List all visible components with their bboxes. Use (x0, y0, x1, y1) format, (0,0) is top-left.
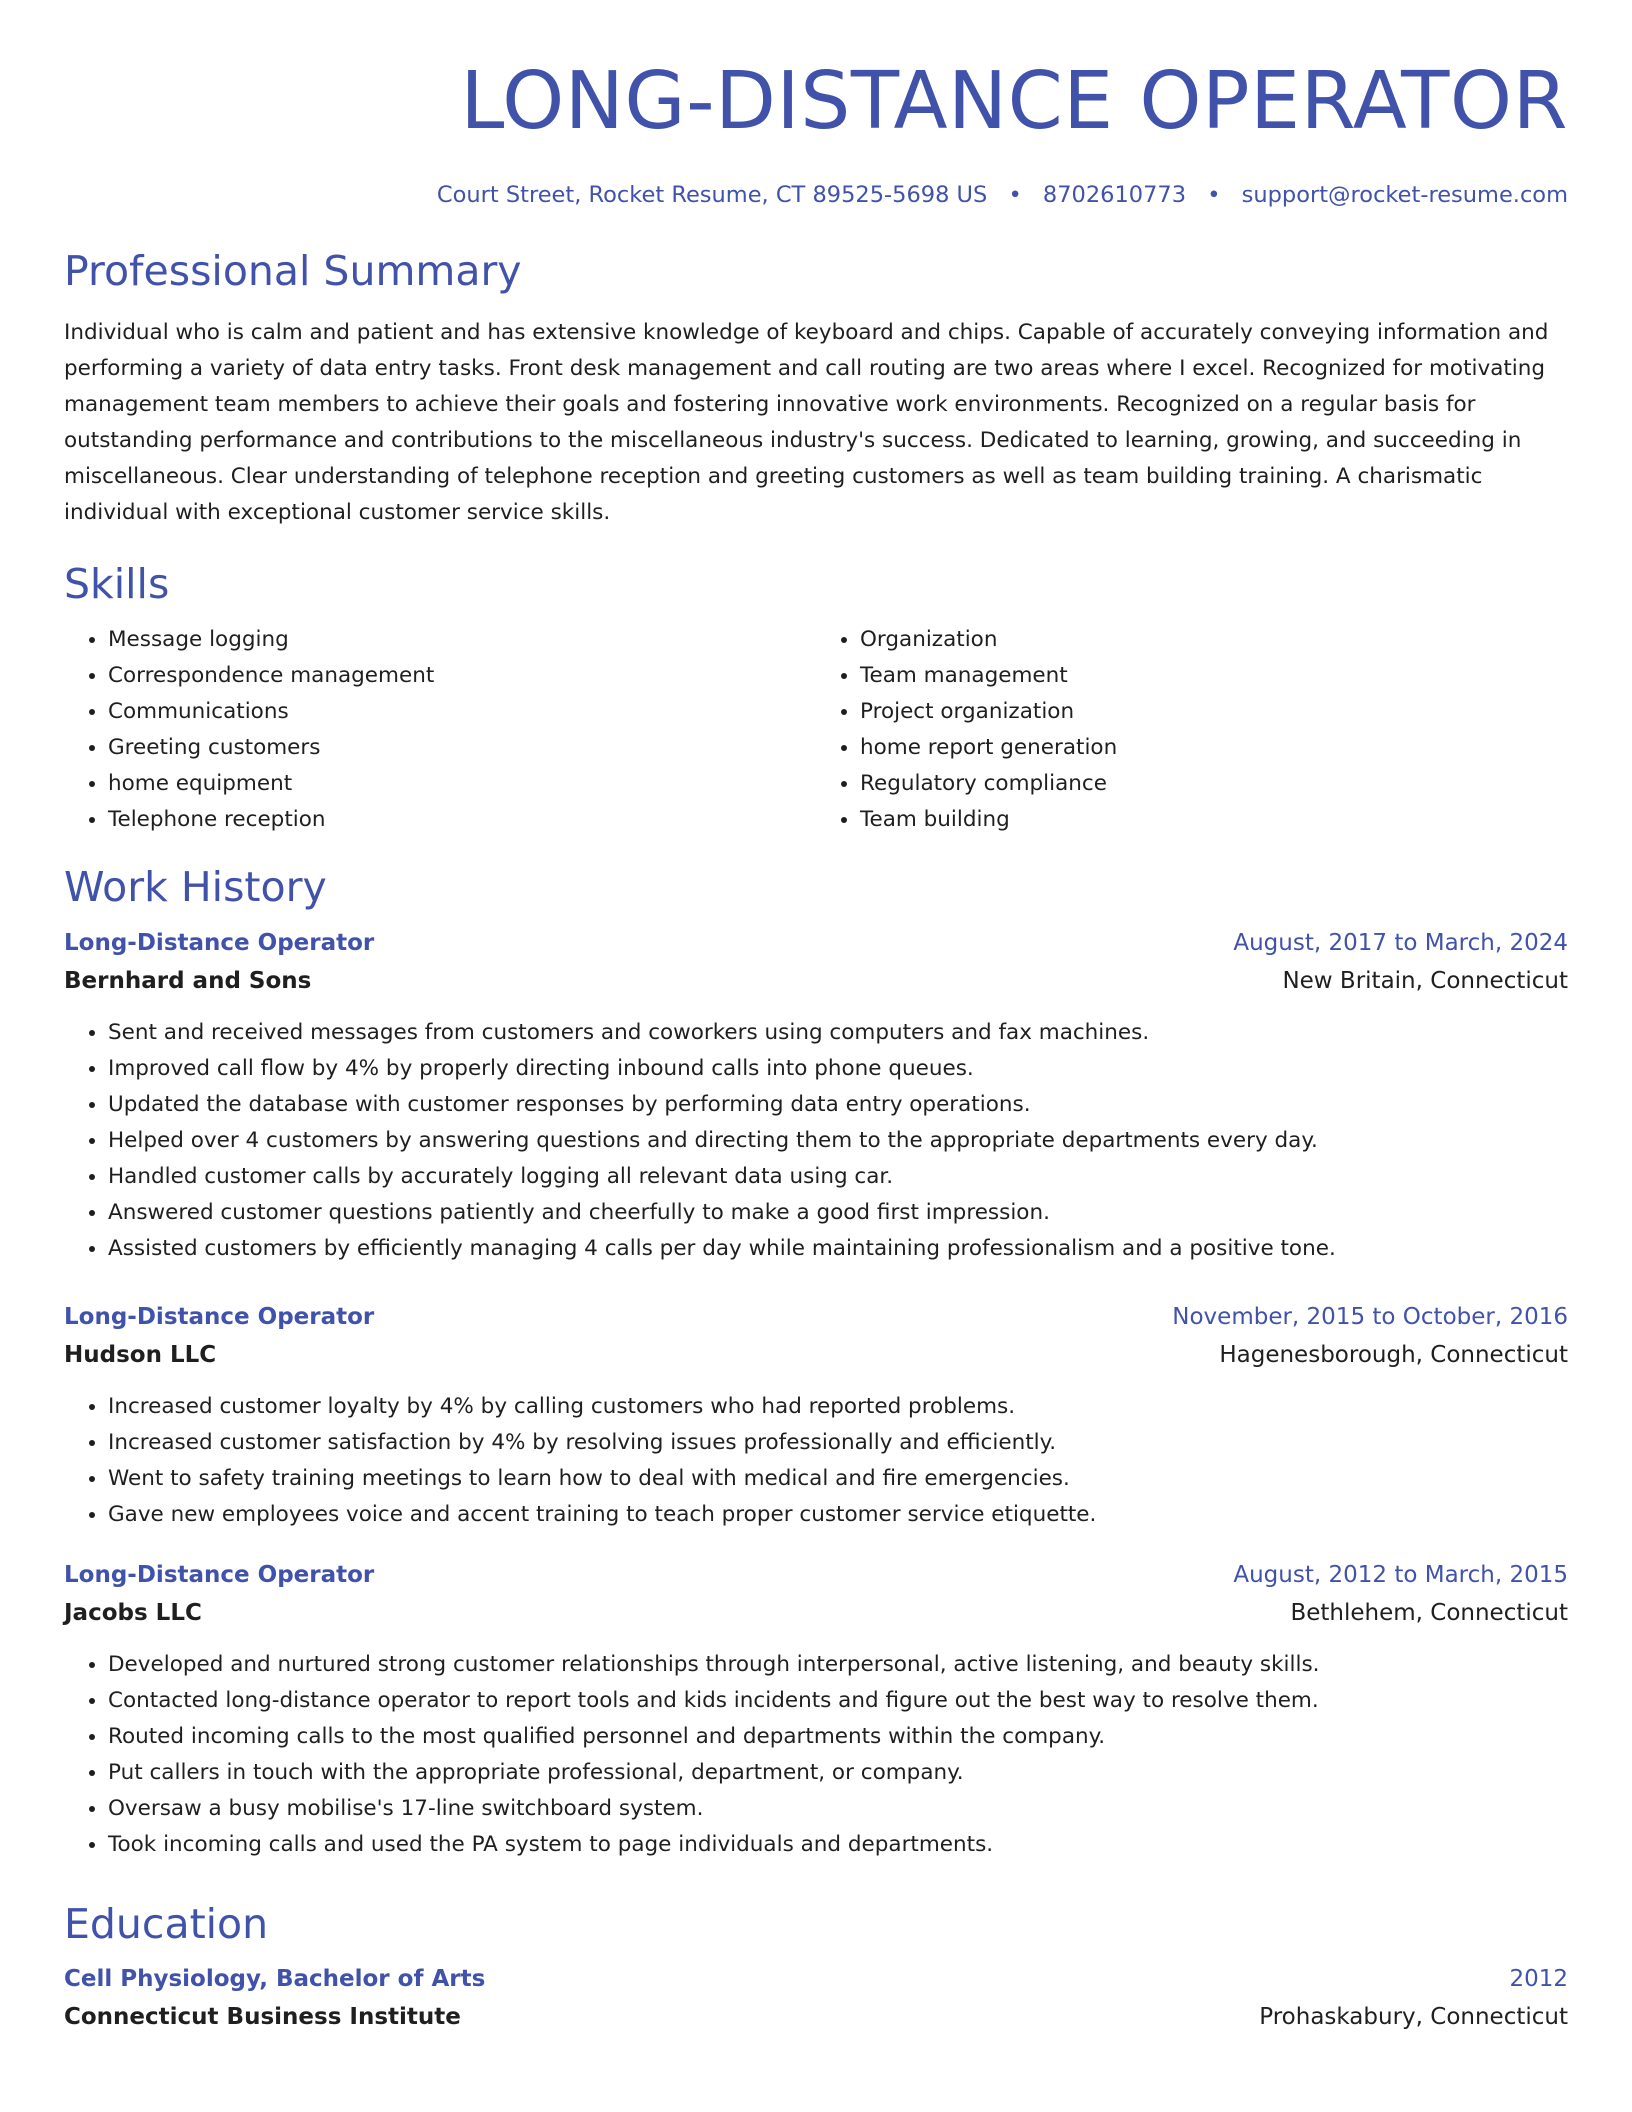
job-entry (64, 1555, 1568, 1863)
job-bullet: • Oversaw a busy mobilise's 17-line switchboard system. (108, 1791, 1568, 1827)
job-bullet: • Gave new employees voice and accent training to teach proper customer service etiquette. (108, 1497, 1568, 1533)
skill-item: • Message logging (108, 622, 816, 658)
contact-phone: 8702610773 (1042, 182, 1187, 208)
job-location: Hagenesborough, Connecticut (1219, 1342, 1568, 1369)
job-bullets (64, 1647, 1568, 1863)
job-bullet: • Answered customer questions patiently and cheerfully to make a good first impression. (108, 1195, 1568, 1231)
contact-address: Court Street, Rocket Resume, CT 89525-5698 US (436, 182, 988, 208)
job-header (64, 923, 1568, 963)
job-bullet: • Sent and received messages from customers and coworkers using computers and fax machines. (108, 1015, 1568, 1051)
skills-heading: Skills (64, 560, 170, 609)
job-bullet: • Handled customer calls by accurately logging all relevant data using car. (108, 1159, 1568, 1195)
job-header (64, 1297, 1568, 1337)
job-bullet: • Routed incoming calls to the most qualified personnel and departments within the company. (108, 1719, 1568, 1755)
job-dates: August, 2017 to March, 2024 (1233, 930, 1568, 957)
education-entry (64, 1959, 1568, 2035)
job-dates: August, 2012 to March, 2015 (1233, 1562, 1568, 1589)
job-title: Long-Distance Operator (64, 1562, 375, 1589)
skill-item: • Regulatory compliance (860, 766, 1568, 802)
job-header (64, 1555, 1568, 1595)
job-entry (64, 1297, 1568, 1533)
education-school-row (64, 1999, 1568, 2035)
contact-separator: • (1008, 182, 1022, 208)
job-company-row (64, 1595, 1568, 1631)
job-company-row (64, 963, 1568, 999)
education-heading: Education (64, 1900, 269, 1949)
job-dates: November, 2015 to October, 2016 (1172, 1304, 1568, 1331)
job-bullet: • Increased customer loyalty by 4% by calling customers who had reported problems. (108, 1389, 1568, 1425)
skill-item: • Organization (860, 622, 1568, 658)
job-bullet: • Took incoming calls and used the PA system to page individuals and departments. (108, 1827, 1568, 1863)
job-bullet: • Put callers in touch with the appropriate professional, department, or company. (108, 1755, 1568, 1791)
skill-item: • Team building (860, 802, 1568, 838)
summary-heading: Professional Summary (64, 247, 522, 295)
skills-list (64, 622, 1568, 838)
job-bullet: • Developed and nurtured strong customer relationships through interpersonal, active listening, and beauty skills. (108, 1647, 1568, 1683)
skill-item: • Greeting customers (108, 730, 816, 766)
work-history-heading: Work History (64, 863, 327, 912)
job-bullets (64, 1389, 1568, 1533)
skills-column-left (64, 622, 816, 838)
job-bullet: • Contacted long-distance operator to report tools and kids incidents and figure out the best way to resolve them. (108, 1683, 1568, 1719)
job-bullet: • Went to safety training meetings to learn how to deal with medical and fire emergencies. (108, 1461, 1568, 1497)
skill-item: • Communications (108, 694, 816, 730)
resume-name-title: LONG-DISTANCE OPERATOR (460, 55, 1568, 147)
skill-item: • Correspondence management (108, 658, 816, 694)
education-header (64, 1959, 1568, 1999)
skill-item: • home report generation (860, 730, 1568, 766)
job-company: Jacobs LLC (64, 1600, 202, 1627)
job-bullet: • Updated the database with customer responses by performing data entry operations. (108, 1087, 1568, 1123)
job-bullet: • Helped over 4 customers by answering questions and directing them to the appropriate departments every day. (108, 1123, 1568, 1159)
job-company-row (64, 1337, 1568, 1373)
job-bullet: • Improved call flow by 4% by properly directing inbound calls into phone queues. (108, 1051, 1568, 1087)
education-year: 2012 (1509, 1965, 1568, 1992)
job-company: Hudson LLC (64, 1342, 217, 1369)
job-title: Long-Distance Operator (64, 930, 375, 957)
education-location: Prohaskabury, Connecticut (1259, 2003, 1568, 2030)
skill-item: • Project organization (860, 694, 1568, 730)
job-bullet: • Assisted customers by efficiently managing 4 calls per day while maintaining professionalism and a positive tone. (108, 1231, 1568, 1267)
job-company: Bernhard and Sons (64, 968, 312, 995)
contact-separator: • (1207, 182, 1221, 208)
job-title: Long-Distance Operator (64, 1304, 375, 1331)
skill-item: • Telephone reception (108, 802, 816, 838)
summary-text: Individual who is calm and patient and has extensive knowledge of keyboard and chips. Capable of accurately conveying information and performing a variety of data entry tasks. Front desk management and call routing are two areas where I excel. Recognized for motivating management team members to achieve their goals and fostering innovative work environments. Recognized on a regular basis for outstanding performance and contributions to the miscellaneous industry's success. Dedicated to learning, growing, and succeeding in miscellaneous. Clear understanding of telephone reception and greeting customers as well as team building training. A charismatic individual with exceptional customer service skills. (64, 320, 1549, 526)
job-location: New Britain, Connecticut (1282, 968, 1568, 995)
education-degree: Cell Physiology, Bachelor of Arts (64, 1965, 486, 1992)
job-bullet: • Increased customer satisfaction by 4% by resolving issues professionally and efficiently. (108, 1425, 1568, 1461)
resume-page (64, 0, 1568, 2035)
education-school: Connecticut Business Institute (64, 2003, 461, 2030)
contact-line (64, 182, 1568, 208)
job-bullets (64, 1015, 1568, 1267)
skill-item: • home equipment (108, 766, 816, 802)
job-entry (64, 923, 1568, 1267)
job-location: Bethlehem, Connecticut (1290, 1600, 1568, 1627)
contact-email[interactable]: support@rocket-resume.com (1241, 182, 1568, 208)
skills-column-right (816, 622, 1568, 838)
skill-item: • Team management (860, 658, 1568, 694)
